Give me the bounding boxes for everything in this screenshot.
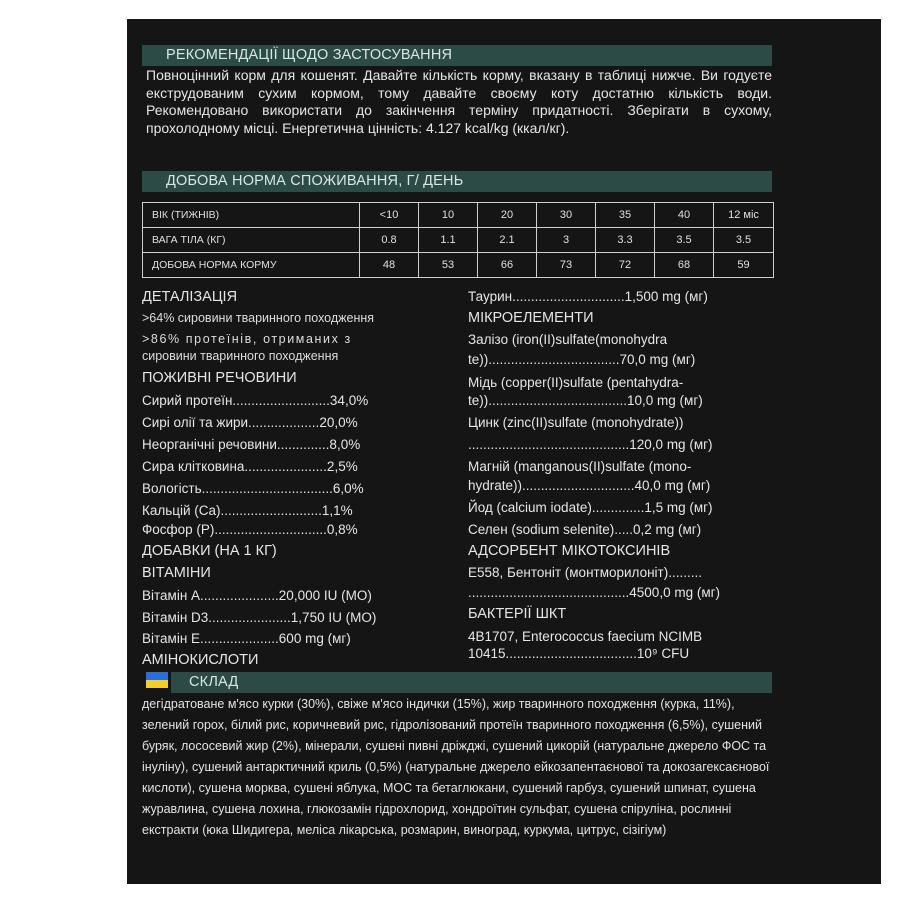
table-cell: 40 — [655, 203, 714, 228]
vitamin-row: Вітамін Е.....................600 mg (мг) — [142, 631, 351, 646]
ukraine-flag-icon — [146, 672, 168, 688]
table-cell: 0.8 — [360, 228, 419, 253]
microelement-line: Магній (manganous(II)sulfate (mono- — [468, 459, 692, 474]
composition-text: дегідратоване м'ясо курки (30%), свіже м'ясо індички (15%), жир тваринного походження (курка, 11%), зелений горох, білий рис, коричневий рис, гідролізований протеїн тваринного походження (6,5%), сушений буряк, лососевий жир (2%), мінерали, сушені пивні дріжджі, сушений цикорій (натуральне джерело ФОС та інуліну), сушений антарктичний криль (0,5%) (натуральне джерело ейкозапентаєнової та докозагексаєнової кислоти), сушена морква, сушені яблука, МОС та бетаглюкани, сушений гарбуз, сушений шпинат, сушена журавлина, сушена лохина, глюкозамін гідрохлорид, хондроїтин сульфат, сушена спіруліна, рослинні екстракти (юка Шидигера, меліса лікарська, розмарин, виноград, куркума, цитрус, сізігіум) — [142, 697, 770, 837]
nutrient-row: Кальцій (Ca)...........................1,1% — [142, 503, 353, 518]
row-label: ДОБОВА НОРМА КОРМУ — [143, 253, 360, 278]
table-cell: 53 — [419, 253, 478, 278]
table-cell: 20 — [478, 203, 537, 228]
adsorbent-title: АДСОРБЕНТ МІКОТОКСИНІВ — [468, 543, 671, 559]
adsorbent-line: ...........................................4500,0 mg (мг) — [468, 585, 721, 600]
table-row — [143, 203, 774, 228]
label-panel — [127, 19, 881, 884]
table-cell: 72 — [596, 253, 655, 278]
table-cell: 3.3 — [596, 228, 655, 253]
details-line: сировини тваринного походження — [142, 349, 339, 363]
table-row — [143, 228, 774, 253]
microelement-line: te)).....................................10,0 mg (мг) — [468, 393, 703, 408]
recommendations-text: Повноцінний корм для кошенят. Давайте кількість корму, вказану в таблиці нижче. Ви годуєте екструдованим сухим кормом, тому давайте своєму коту достатню кількість води. Рекомендовано використати до закінчення терміну придатності. Зберігати в сухому, прохолодному місці. Енергетична цінність: 4.127 kcal/kg (ккал/кг). — [146, 67, 772, 136]
microelement-line: Цинк (zinc(II)sulfate (monohydrate)) — [468, 415, 684, 430]
table-cell: 1.1 — [419, 228, 478, 253]
additives-title: ДОБАВКИ (НА 1 КГ) — [142, 543, 277, 559]
daily-norm-table — [142, 202, 774, 278]
nutrient-row: Фосфор (P)..............................0,8% — [142, 522, 358, 537]
adsorbent-line: E558, Бентоніт (монтморилоніт)......... — [468, 565, 702, 580]
table-cell: 12 міс — [714, 203, 774, 228]
composition-title: СКЛАД — [189, 674, 239, 690]
bacteria-line: 4B1707, Enterococcus faecium NCIMB — [468, 629, 703, 644]
table-cell: 3 — [537, 228, 596, 253]
table-cell: 2.1 — [478, 228, 537, 253]
table-cell: <10 — [360, 203, 419, 228]
vitamins-title: ВІТАМІНИ — [142, 565, 211, 581]
table-cell: 73 — [537, 253, 596, 278]
bacteria-line: 10415...................................10⁹ CFU — [468, 646, 690, 661]
details-title: ДЕТАЛІЗАЦІЯ — [142, 289, 238, 305]
nutrients-title: ПОЖИВНІ РЕЧОВИНИ — [142, 370, 297, 386]
table-cell: 48 — [360, 253, 419, 278]
microelement-line: Йод (calcium iodate)..............1,5 mg (мг) — [468, 500, 713, 515]
microelement-line: Залізо (iron(II)sulfate(monohydra — [468, 332, 668, 347]
nutrient-row: Вологість...................................6,0% — [142, 481, 364, 496]
recommendations-title: РЕКОМЕНДАЦІЇ ЩОДО ЗАСТОСУВАННЯ — [166, 47, 453, 63]
nutrient-row: Сирий протеїн..........................34,0% — [142, 393, 369, 408]
microelement-line: Селен (sodium selenite).....0,2 mg (мг) — [468, 522, 702, 537]
table-cell: 66 — [478, 253, 537, 278]
row-label: ВАГА ТІЛА (КГ) — [143, 228, 360, 253]
composition-header — [171, 672, 772, 693]
table-cell: 68 — [655, 253, 714, 278]
table-cell: 3.5 — [714, 228, 774, 253]
table-cell: 35 — [596, 203, 655, 228]
microelement-line: Мідь (copper(II)sulfate (pentahydra- — [468, 375, 684, 390]
nutrient-row: Сира клітковина......................2,5% — [142, 459, 358, 474]
microelement-line: ...........................................120,0 mg (мг) — [468, 437, 713, 452]
nutrient-row: Неорганічні речовини..............8,0% — [142, 437, 361, 452]
details-line: >64% сировини тваринного походження — [142, 311, 375, 325]
vitamin-row: Вітамін А.....................20,000 IU (MO) — [142, 588, 372, 603]
recommendations-header — [142, 45, 772, 66]
table-cell: 3.5 — [655, 228, 714, 253]
microelement-line: hydrate))..............................40,0 mg (мг) — [468, 478, 711, 493]
microelements-title: МІКРОЕЛЕМЕНТИ — [468, 310, 594, 326]
table-cell: 30 — [537, 203, 596, 228]
nutrient-row: Сирі олії та жири...................20,0% — [142, 415, 358, 430]
daily-norm-header — [142, 171, 772, 192]
row-label: ВІК (ТИЖНІВ) — [143, 203, 360, 228]
table-cell: 59 — [714, 253, 774, 278]
taurine-row: Таурин..............................1,500 mg (мг) — [468, 289, 708, 304]
table-cell: 10 — [419, 203, 478, 228]
amino-acids-title: АМІНОКИСЛОТИ — [142, 652, 259, 668]
bacteria-title: БАКТЕРІЇ ШКТ — [468, 606, 567, 622]
microelement-line: te))...................................70,0 mg (мг) — [468, 352, 696, 367]
daily-norm-title: ДОБОВА НОРМА СПОЖИВАННЯ, Г/ ДЕНЬ — [166, 173, 464, 189]
details-line: >86% протеїнів, отриманих з — [142, 332, 352, 346]
table-row — [143, 253, 774, 278]
vitamin-row: Вітамін D3......................1,750 IU (MO) — [142, 610, 377, 625]
